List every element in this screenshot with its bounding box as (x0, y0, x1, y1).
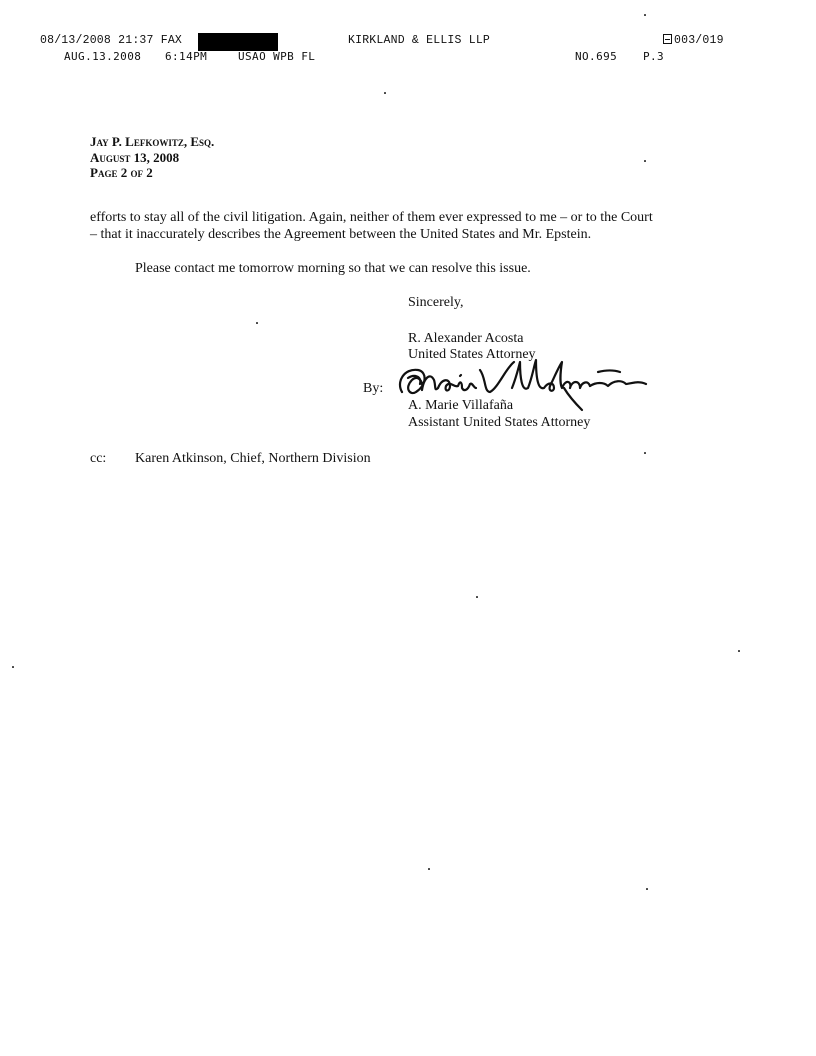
body-line: efforts to stay all of the civil litigation. Again, neither of them ever expressed to me – or to the Court (90, 210, 653, 225)
redaction-bar (198, 33, 278, 51)
by-label: By: (363, 381, 384, 396)
scan-speck (646, 888, 648, 890)
body-paragraph-1 (90, 209, 700, 243)
fax-datetime: 08/13/2008 21:37 FAX (40, 34, 183, 47)
scan-speck (256, 322, 258, 324)
scan-speck (12, 666, 14, 668)
scan-speck (738, 650, 740, 652)
body-paragraph-2: Please contact me tomorrow morning so that we can resolve this issue. (135, 261, 531, 276)
fax-page-counter: 003/019 (674, 34, 724, 47)
fax-number: NO.695 (575, 50, 618, 63)
scan-speck (644, 160, 646, 162)
fax-sent-date: AUG.13.2008 (64, 50, 142, 63)
heading-date: August 13, 2008 (90, 149, 180, 165)
signer-block (408, 398, 590, 431)
scan-speck (384, 92, 386, 94)
letter-heading (90, 134, 214, 181)
cc-label: cc: (90, 451, 107, 466)
fax-page: P.3 (643, 50, 665, 63)
fax-sender: USAO WPB FL (238, 50, 316, 63)
scan-speck (476, 596, 478, 598)
body-line: – that it inaccurately describes the Agreement between the United States and Mr. Epstein. (90, 227, 592, 242)
heading-recipient: Jay P. Lefkowitz, Esq. (90, 134, 215, 149)
heading-page: Page 2 of 2 (90, 165, 153, 180)
fax-sent-time: 6:14PM (165, 50, 208, 63)
attorney-name: R. Alexander Acosta (408, 331, 524, 346)
signer-name: A. Marie Villafaña (408, 398, 514, 413)
attorney-title: United States Attorney (408, 347, 536, 362)
scan-speck (428, 868, 430, 870)
signer-title: Assistant United States Attorney (408, 414, 591, 430)
fax-page-counter-wrap (663, 34, 724, 48)
fax-icon (663, 34, 672, 44)
cc-recipient: Karen Atkinson, Chief, Northern Division (135, 451, 371, 466)
scan-speck (644, 452, 646, 454)
fax-firm-name: KIRKLAND & ELLIS LLP (348, 34, 491, 47)
scan-speck (644, 14, 646, 16)
closing: Sincerely, (408, 295, 464, 310)
